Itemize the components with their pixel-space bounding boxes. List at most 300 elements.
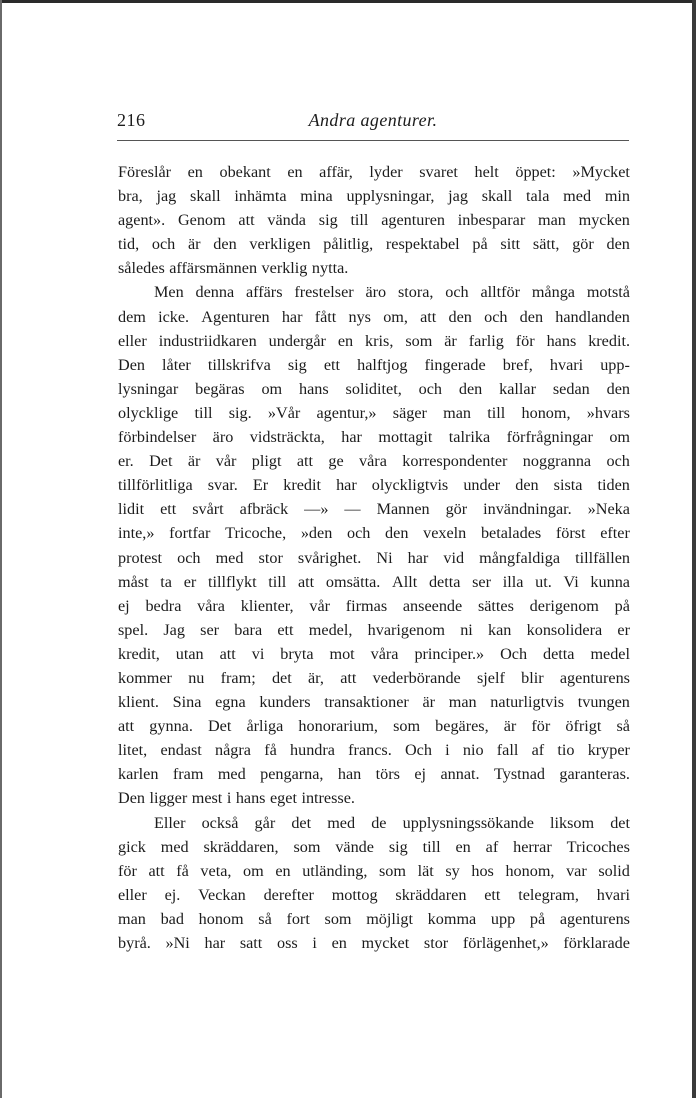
text-line xyxy=(118,329,630,353)
word: svårt xyxy=(192,500,224,519)
word: invändningar. xyxy=(483,500,572,519)
word: Det xyxy=(149,452,173,471)
word: liksom xyxy=(550,813,595,832)
word: till xyxy=(268,572,287,591)
word: förbindelser xyxy=(118,428,197,447)
word: hans xyxy=(546,331,577,350)
word: ej. xyxy=(164,885,181,904)
word: agent». xyxy=(118,211,166,230)
text-line xyxy=(118,353,630,377)
word: om xyxy=(609,428,630,447)
word: illa xyxy=(502,572,524,591)
word: kallar xyxy=(499,379,536,398)
word: skall xyxy=(481,187,513,206)
word: sjelf xyxy=(477,668,505,687)
word: låter xyxy=(162,355,191,374)
word: ser xyxy=(200,620,220,639)
word: att xyxy=(118,717,135,736)
word: tillskrifva xyxy=(207,355,271,374)
word: eller xyxy=(118,331,147,350)
word: vår xyxy=(309,596,331,615)
text-line xyxy=(118,184,630,208)
word: derefter xyxy=(263,885,314,904)
word: Och xyxy=(500,644,528,663)
word: har xyxy=(204,934,226,952)
word: endast xyxy=(160,741,202,760)
word: nio xyxy=(462,741,484,760)
word: i xyxy=(312,934,317,952)
text-line xyxy=(118,449,630,473)
word: affärsmännen xyxy=(169,259,258,278)
word: agentur,» xyxy=(316,403,377,422)
text-line xyxy=(118,280,630,304)
word: fingerade xyxy=(424,355,486,374)
word: — xyxy=(344,500,361,519)
text-line xyxy=(118,377,630,401)
word: handlanden xyxy=(555,307,630,326)
word: våra xyxy=(359,452,387,471)
word: korrespondenter xyxy=(402,452,508,471)
word: ett xyxy=(323,355,341,374)
word: tid, xyxy=(118,235,140,254)
word: således xyxy=(118,259,165,278)
text-line xyxy=(118,931,630,955)
word: man xyxy=(443,403,472,422)
word: Vi xyxy=(563,572,579,591)
word: årliga xyxy=(246,717,284,736)
word: afbräck xyxy=(239,500,289,519)
word: af xyxy=(485,837,499,856)
word: nys xyxy=(348,307,371,326)
word: karlen xyxy=(118,765,159,784)
word: den xyxy=(448,307,472,326)
word: förfrågningar xyxy=(506,428,593,447)
word: sitt xyxy=(500,235,521,254)
word: klient. xyxy=(118,693,159,712)
word: som xyxy=(324,909,352,928)
word: han xyxy=(337,765,362,784)
word: öppet: xyxy=(515,163,556,181)
word: utan xyxy=(175,644,204,663)
word: och xyxy=(177,548,201,567)
word: blir xyxy=(521,668,544,687)
word: det xyxy=(610,813,630,832)
word: Den xyxy=(118,789,145,808)
word: med xyxy=(217,765,246,784)
word: herrar xyxy=(513,837,552,856)
word: icke. xyxy=(158,307,190,326)
running-title: Andra agenturer. xyxy=(308,110,438,130)
text-line xyxy=(118,618,630,642)
word: gynna. xyxy=(149,717,193,736)
word: inte,» xyxy=(118,524,155,543)
text-line xyxy=(118,786,630,810)
word: helt xyxy=(474,163,499,181)
word: inhämta xyxy=(234,187,287,206)
text-line xyxy=(118,859,630,883)
word: som xyxy=(293,837,321,856)
word: är, xyxy=(307,668,324,687)
word: alltför xyxy=(480,283,521,302)
word: »Ni xyxy=(165,934,190,952)
word: Men xyxy=(154,283,184,302)
word: den xyxy=(519,307,544,326)
text-line xyxy=(118,208,630,232)
word: våra xyxy=(370,644,399,663)
word: naturligtvis xyxy=(490,693,565,712)
page-edge-left xyxy=(0,0,2,1098)
word: Er xyxy=(252,476,269,495)
text-line xyxy=(118,160,630,184)
word: denna xyxy=(195,283,235,302)
word: »hvars xyxy=(586,403,630,422)
word: äro xyxy=(365,283,387,302)
text-line xyxy=(118,546,630,570)
word: förlägenhet,» xyxy=(462,934,549,952)
word: att xyxy=(296,452,314,471)
word: en xyxy=(187,163,203,181)
word: på xyxy=(529,909,546,928)
word: obekant xyxy=(219,163,271,181)
word: motstå xyxy=(586,283,630,302)
word: den xyxy=(213,235,237,254)
word: man xyxy=(448,693,477,712)
word: och xyxy=(606,452,630,471)
word: gör xyxy=(445,500,468,519)
word: sig xyxy=(388,837,408,856)
word: francs. xyxy=(348,741,392,760)
word: vederbörande xyxy=(372,668,461,687)
word: med xyxy=(563,187,592,206)
word: agenturens xyxy=(559,668,630,687)
word: Mannen xyxy=(376,500,430,519)
word: annat. xyxy=(440,765,480,784)
word: detta xyxy=(428,572,461,591)
word: begäras xyxy=(195,379,245,398)
word: vidsträckta, xyxy=(249,428,325,447)
word: sätt, xyxy=(532,235,560,254)
word: var xyxy=(566,861,587,880)
word: många xyxy=(531,283,575,302)
word: efter xyxy=(600,524,630,543)
text-line xyxy=(118,811,630,835)
word: som xyxy=(405,331,433,350)
word: »Neka xyxy=(587,500,630,519)
word: den xyxy=(458,379,483,398)
word: jag xyxy=(156,187,177,206)
word: halftjog xyxy=(357,355,408,374)
word: få xyxy=(264,741,277,760)
word: ej xyxy=(118,596,130,615)
word: hos xyxy=(471,861,494,880)
word: olyckligtvis xyxy=(371,476,449,495)
page-header xyxy=(117,106,629,136)
word: soliditet, xyxy=(345,379,402,398)
text-line xyxy=(118,738,630,762)
word: man xyxy=(118,909,146,928)
word: för xyxy=(515,331,535,350)
word: en xyxy=(337,331,354,350)
word: omsätta. xyxy=(325,572,381,591)
word: vår xyxy=(215,452,237,471)
word: ligger xyxy=(149,789,188,808)
text-line xyxy=(118,835,630,859)
word: honom, xyxy=(505,861,555,880)
word: med xyxy=(215,548,244,567)
text-line xyxy=(118,256,630,280)
text-line xyxy=(118,473,630,497)
word: vid xyxy=(443,548,465,567)
word: ni xyxy=(460,620,473,639)
word: eller xyxy=(118,885,147,904)
word: förklarade xyxy=(563,934,630,952)
word: gick xyxy=(118,837,146,856)
word: och xyxy=(445,283,469,302)
word: byrå. xyxy=(118,934,151,952)
word: måst xyxy=(118,572,149,591)
word: till xyxy=(422,837,441,856)
word: mångfaldiga xyxy=(479,548,561,567)
word: verklig xyxy=(261,259,308,278)
page-edge-top xyxy=(0,0,696,3)
word: derigenom xyxy=(529,596,599,615)
word: gör xyxy=(572,235,594,254)
word: mottagit xyxy=(378,428,433,447)
word: ge xyxy=(328,452,344,471)
page-edge-right xyxy=(692,0,696,1098)
word: en xyxy=(287,163,303,181)
word: och xyxy=(418,379,443,398)
word: olycklige xyxy=(118,403,179,422)
word: och xyxy=(151,235,176,254)
word: har xyxy=(341,428,362,447)
text-line xyxy=(118,690,630,714)
word: skräddaren xyxy=(395,885,467,904)
word: Jag xyxy=(163,620,185,639)
text-line xyxy=(118,907,630,931)
word: Genom xyxy=(177,211,226,230)
word: bref, xyxy=(502,355,533,374)
word: talrika xyxy=(448,428,491,447)
word: kryper xyxy=(587,741,630,760)
word: är xyxy=(444,331,457,350)
word: mottog xyxy=(331,885,378,904)
word: och xyxy=(346,524,371,543)
text-line xyxy=(118,521,630,545)
word: frestelser xyxy=(294,283,354,302)
word: mycken xyxy=(578,211,630,230)
word: »Vår xyxy=(267,403,301,422)
body-text xyxy=(118,160,630,955)
word: Tricoches xyxy=(566,837,630,856)
word: till xyxy=(194,403,213,422)
word: till xyxy=(487,403,506,422)
text-line xyxy=(118,714,630,738)
word: sig xyxy=(318,211,338,230)
word: vi xyxy=(251,644,265,663)
text-line xyxy=(118,232,630,256)
word: honorarium, xyxy=(298,717,378,736)
word: har xyxy=(336,476,357,495)
word: hans xyxy=(235,789,266,808)
word: fortfar xyxy=(169,524,211,543)
text-line xyxy=(118,570,630,594)
word: egna xyxy=(215,693,246,712)
word: Veckan xyxy=(198,885,246,904)
word: pligt xyxy=(251,452,282,471)
word: en xyxy=(455,837,471,856)
text-line xyxy=(118,666,630,690)
word: Och xyxy=(404,741,432,760)
word: Agenturen xyxy=(201,307,270,326)
word: mot xyxy=(329,644,355,663)
word: så xyxy=(258,909,272,928)
word: ser xyxy=(472,572,491,591)
word: också xyxy=(201,813,239,832)
word: är xyxy=(187,235,201,254)
word: lyder xyxy=(369,163,403,181)
word: telegram, xyxy=(518,885,579,904)
word: är xyxy=(187,452,201,471)
word: att xyxy=(420,307,437,326)
word: min xyxy=(604,187,630,206)
word: kredit. xyxy=(588,331,630,350)
word: agenturen xyxy=(381,211,446,230)
word: en xyxy=(275,861,291,880)
word: upplysningar, xyxy=(346,187,435,206)
word: lät xyxy=(417,861,434,880)
word: lysningar xyxy=(118,379,179,398)
word: äro xyxy=(212,428,234,447)
word: om, xyxy=(383,307,408,326)
word: Eller xyxy=(154,813,186,832)
word: tio xyxy=(557,741,575,760)
word: kris, xyxy=(365,331,394,350)
word: begäres, xyxy=(435,717,489,736)
word: lidit xyxy=(118,500,145,519)
word: hvari xyxy=(549,355,584,374)
word: bara xyxy=(234,620,263,639)
text-line xyxy=(118,883,630,907)
word: svar. xyxy=(207,476,238,495)
word: tala xyxy=(526,187,550,206)
word: tillfällen xyxy=(575,548,630,567)
word: hvari xyxy=(596,885,630,904)
word: nu xyxy=(188,668,205,687)
word: fram; xyxy=(220,668,256,687)
word: är xyxy=(503,717,517,736)
word: att xyxy=(148,861,165,880)
word: Ni xyxy=(376,548,393,567)
word: våra xyxy=(197,596,225,615)
word: har xyxy=(407,548,429,567)
word: ett xyxy=(160,500,177,519)
text-line xyxy=(118,401,630,425)
word: öfrigt xyxy=(565,717,602,736)
word: inbesparar xyxy=(457,211,526,230)
word: få xyxy=(176,861,189,880)
word: ta xyxy=(160,572,172,591)
word: noggranna xyxy=(522,452,592,471)
word: undergår xyxy=(268,331,326,350)
word: det xyxy=(291,813,312,832)
word: eget xyxy=(269,789,297,808)
word: Tricoche, xyxy=(225,524,287,543)
word: spel. xyxy=(118,620,149,639)
text-line xyxy=(118,594,630,618)
word: principer.» xyxy=(414,644,485,663)
word: farlig xyxy=(468,331,504,350)
word: agenturens xyxy=(559,909,630,928)
word: som xyxy=(393,717,421,736)
word: i xyxy=(445,741,450,760)
word: sedan xyxy=(552,379,590,398)
word: och xyxy=(484,307,508,326)
word: anseende xyxy=(402,596,463,615)
word: mest xyxy=(191,789,223,808)
word: kunders xyxy=(259,693,311,712)
word: transaktioner xyxy=(324,693,409,712)
word: att xyxy=(298,572,315,591)
text-line xyxy=(118,762,630,786)
word: sig. xyxy=(228,403,252,422)
word: det xyxy=(271,668,292,687)
text-line xyxy=(118,497,630,521)
word: om xyxy=(261,379,283,398)
word: på xyxy=(614,596,630,615)
word: jag xyxy=(448,187,468,206)
word: pengarna, xyxy=(260,765,324,784)
word: nytta. xyxy=(311,259,349,278)
word: hvarigenom xyxy=(367,620,445,639)
word: medel, xyxy=(308,620,353,639)
word: för xyxy=(531,717,551,736)
word: sig xyxy=(287,355,307,374)
word: Sina xyxy=(172,693,202,712)
word: pålitlig, xyxy=(323,235,374,254)
word: sättes xyxy=(477,596,514,615)
word: Allt xyxy=(392,572,418,591)
word: svaret xyxy=(419,163,458,181)
word: att xyxy=(219,644,236,663)
word: utländing, xyxy=(302,861,368,880)
word: bedra xyxy=(145,596,182,615)
word: tillförlitliga xyxy=(118,476,193,495)
word: ut. xyxy=(535,572,552,591)
word: möjligt xyxy=(366,909,413,928)
word: medel xyxy=(590,644,630,663)
word: man xyxy=(537,211,566,230)
word: svårighet. xyxy=(297,548,362,567)
word: »Mycket xyxy=(572,163,630,181)
word: upp- xyxy=(600,355,630,374)
word: skall xyxy=(190,187,221,206)
word: till xyxy=(350,211,369,230)
word: tvungen xyxy=(577,693,630,712)
word: —» xyxy=(304,500,329,519)
word: er. xyxy=(118,452,134,471)
word: kan xyxy=(488,620,512,639)
word: klienter, xyxy=(240,596,294,615)
word: respektabel xyxy=(385,235,460,254)
word: upp xyxy=(490,909,516,928)
word: »den xyxy=(300,524,333,543)
word: den xyxy=(606,235,630,254)
word: veta, xyxy=(200,861,232,880)
word: oss xyxy=(277,934,298,952)
text-line xyxy=(118,305,630,329)
word: hundra xyxy=(290,741,335,760)
